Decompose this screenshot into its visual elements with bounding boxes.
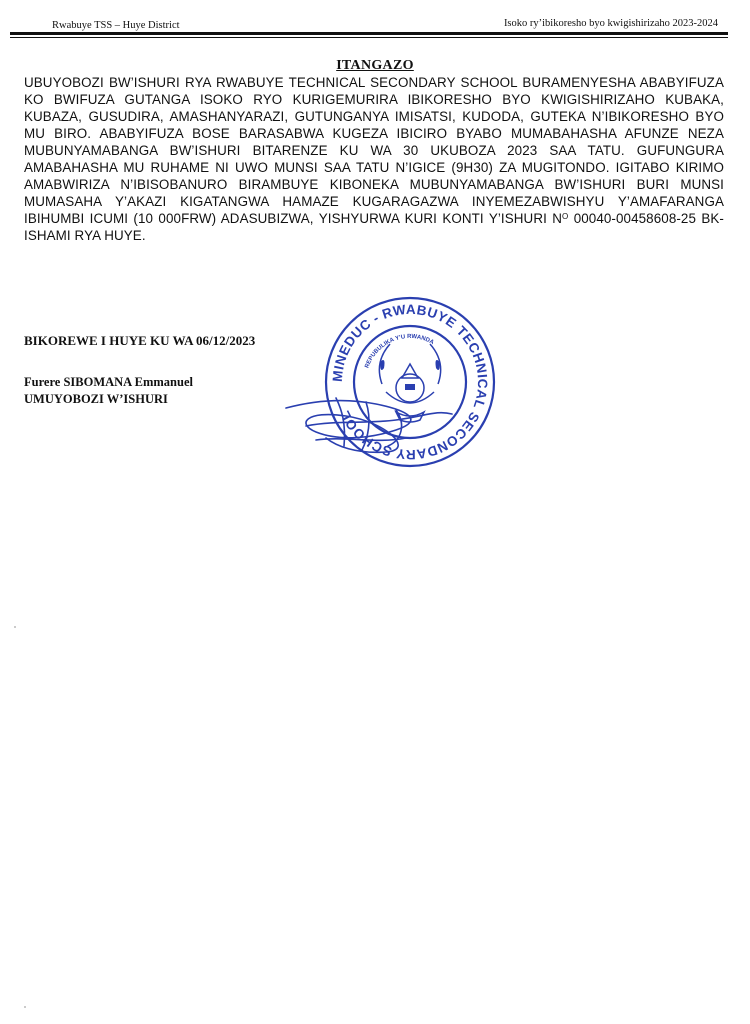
- header-subject: Isoko ry’ibikoresho byo kwigishirizaho 2023-2024: [503, 18, 718, 29]
- number-superscript: O: [562, 212, 569, 221]
- header-rule-thin: [10, 37, 728, 38]
- header-school: Rwabuye TSS – Huye District: [52, 20, 180, 31]
- date-line: BIKOREWE I HUYE KU WA 06/12/2023: [24, 333, 256, 348]
- stamp-inner-text: REPUBULIKA Y'U RWANDA: [364, 333, 435, 370]
- header-rule: [10, 32, 728, 35]
- body-text-tail: 00040-00458608-25 BK-ISHAMI RYA HUYE.: [24, 211, 724, 243]
- body-text: UBUYOBOZI BW’ISHURI RYA RWABUYE TECHNICAL SECONDARY SCHOOL BURAMENYESHA ABABYIFUZA KO BWIFUZA GUTANGA ISOKO RYO KURIGEMURIRA IBIKORESHO BYO KWIGISHIRIZAHO KUBAKA, KUBAZA, GUSUDIRA, AMASHANYARAZI, GUTUNGANYA IMISATSI, KUDODA, GUTEKA N’IBIKORESHO BYO MU BIRO. ABABYIFUZA BOSE BARASABWA KUGEZA IBICIRO BYABO MUMABAHASHA AFUNZE NEZA MUBUNYAMABANGA BW’ISHURI BITARENZE KU WA 30 UKUBOZA 2023 SAA TATU. GUFUNGURA AMABAHASHA MU RUHAME NI UWO MUNSI SAA TATU N’IGICE (9H30) ZA MUGITONDO. IGITABO KIRIMO AMABWIRIZA N’IBISOBANURO BIRAMBUYE KIBONEKA MUBUNYAMABANGA BW’ISHURI BURI MUNSI MUMASAHA Y’AKAZI KIGATANGWA HAMAZE KUGARAGAZWA INYEMEZABWISHYU Y’AMAFARANGA IBIHUMBI ICUMI (10 000FRW) ADASUBIZWA, YISHYURWA KURI KONTI Y’ISHURI N: [24, 75, 724, 226]
- signatory-name: Furere SIBOMANA Emmanuel: [24, 375, 193, 389]
- stamp-ring-text: MINEDUC - RWABUYE TECHNICAL SECONDARY SCHOOL: [329, 301, 491, 463]
- document-title: ITANGAZO: [336, 58, 414, 73]
- scan-speck: [24, 1006, 26, 1008]
- scan-speck: [14, 626, 16, 628]
- signatory-title: UMUYOBOZI W’ISHURI: [24, 392, 168, 406]
- announcement-body: [24, 74, 724, 244]
- handwritten-signature-icon: [276, 380, 466, 460]
